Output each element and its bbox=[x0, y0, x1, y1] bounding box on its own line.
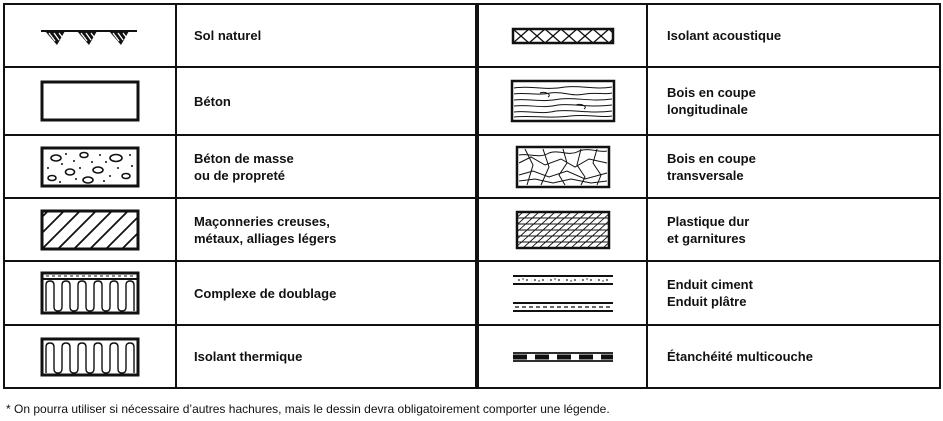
column-divider bbox=[175, 5, 177, 387]
legend-label: Plastique dur et garnitures bbox=[667, 213, 750, 246]
sol-naturel-symbol bbox=[5, 5, 175, 66]
legend-label: Complexe de doublage bbox=[194, 285, 337, 301]
enduits-symbol bbox=[479, 262, 646, 324]
footnote: * On pourra utiliser si nécessaire d’autres hachures, mais le dessin devra obligatoirement comporter une légende. bbox=[6, 402, 610, 416]
column-divider bbox=[646, 5, 648, 387]
isolant-acoustique-symbol bbox=[479, 5, 646, 66]
etancheite-symbol bbox=[479, 326, 646, 387]
plastique-dur-symbol bbox=[479, 199, 646, 260]
legend-label: Sol naturel bbox=[194, 28, 262, 43]
hatching-legend-table bbox=[3, 3, 941, 389]
legend-label: Béton de masse ou de propreté bbox=[194, 150, 294, 183]
beton-de-masse-symbol bbox=[5, 136, 175, 197]
legend-label: Enduit ciment Enduit plâtre bbox=[667, 277, 753, 309]
isolant-thermique-symbol bbox=[5, 326, 175, 387]
legend-label: Maçonneries creuses, métaux, alliages légers bbox=[194, 213, 337, 246]
bois-longitudinal-symbol bbox=[479, 68, 646, 134]
beton-symbol bbox=[5, 68, 175, 134]
legend-label: Bois en coupe longitudinale bbox=[667, 85, 756, 117]
legend-label: Étanchéité multicouche bbox=[667, 349, 813, 364]
complexe-doublage-symbol bbox=[5, 262, 175, 324]
legend-label: Bois en coupe transversale bbox=[667, 150, 756, 183]
bois-transversal-symbol bbox=[479, 136, 646, 197]
legend-label: Béton bbox=[194, 93, 231, 109]
legend-label: Isolant acoustique bbox=[667, 28, 782, 43]
legend-label: Isolant thermique bbox=[194, 349, 303, 364]
maconneries-symbol bbox=[5, 199, 175, 260]
